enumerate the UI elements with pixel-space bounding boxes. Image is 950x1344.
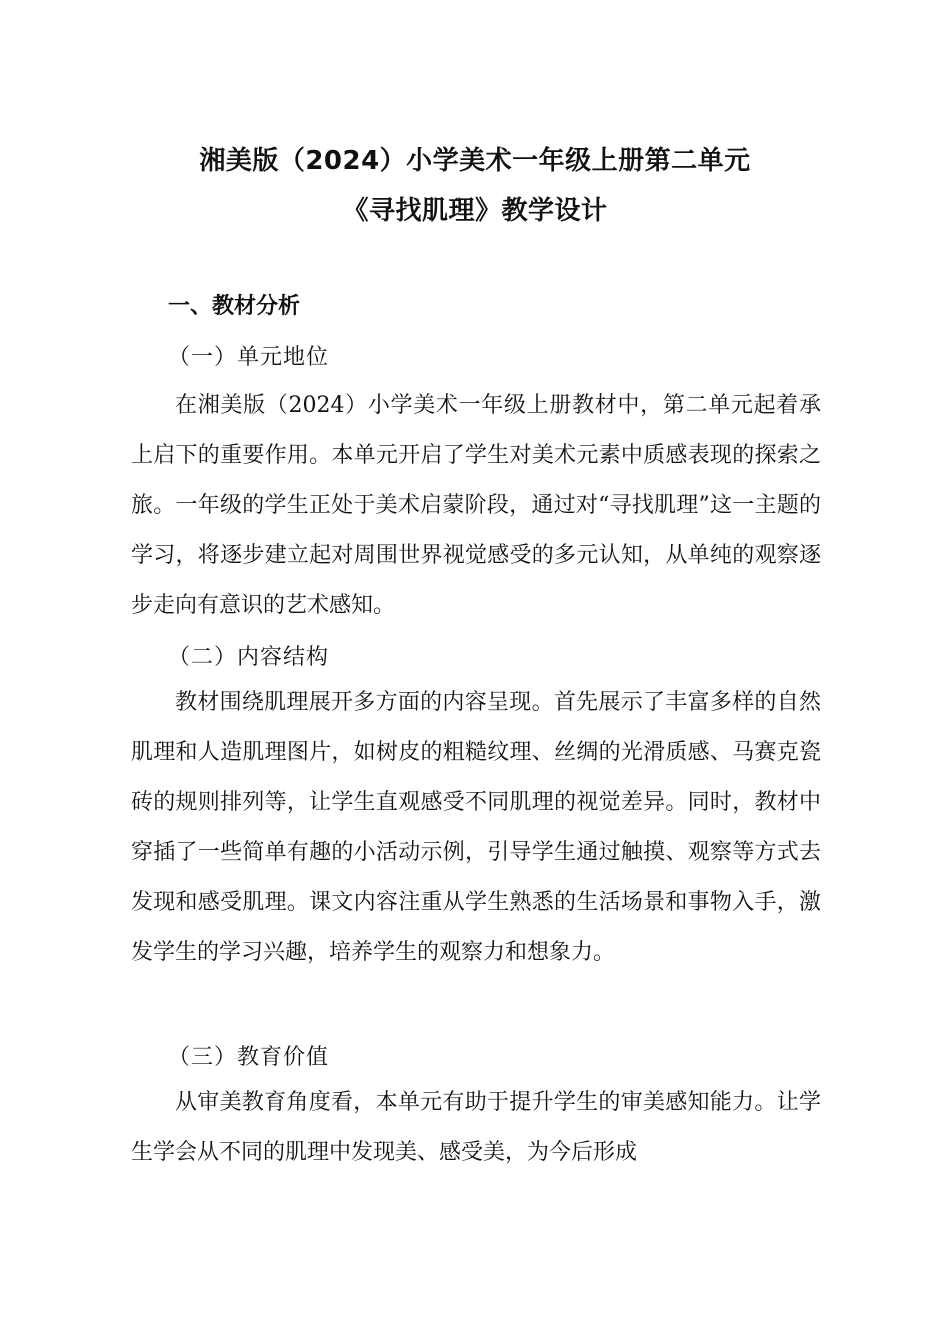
document-title-line-2: 《寻找肌理》教学设计 <box>342 196 608 226</box>
section-heading-textbook-analysis: 一、教材分析 <box>168 294 301 319</box>
subsection-heading-unit-position: （一）单元地位 <box>168 345 330 370</box>
document-title-line-1: 湘美版（2024）小学美术一年级上册第二单元 <box>199 146 751 176</box>
paragraph-unit-position: 在湘美版（2024）小学美术一年级上册教材中，第二单元起着承上启下的重要作用。本单元开启了学生对美术元素中质感表现的探索之旅。一年级的学生正处于美术启蒙阶段，通过对“寻找肌理”这一主题的学习，将逐步建立起对周围世界视觉感受的多元认知，从单纯的观察逐步走向有意识的艺术感知。 <box>131 393 821 618</box>
paragraph-educational-value: 从审美教育角度看，本单元有助于提升学生的审美感知能力。让学生学会从不同的肌理中发现美、感受美，为今后形成 <box>131 1090 821 1165</box>
paragraph-content-structure: 教材围绕肌理展开多方面的内容呈现。首先展示了丰富多样的自然肌理和人造肌理图片，如树皮的粗糙纹理、丝绸的光滑质感、马赛克瓷砖的规则排列等，让学生直观感受不同肌理的视觉差异。同时，教材中穿插了一些简单有趣的小活动示例，引导学生通过触摸、观察等方式去发现和感受肌理。课文内容注重从学生熟悉的生活场景和事物入手，激发学生的学习兴趣，培养学生的观察力和想象力。 <box>131 690 821 965</box>
subsection-heading-educational-value: （三）教育价值 <box>168 1045 330 1070</box>
subsection-heading-content-structure: （二）内容结构 <box>168 645 330 670</box>
